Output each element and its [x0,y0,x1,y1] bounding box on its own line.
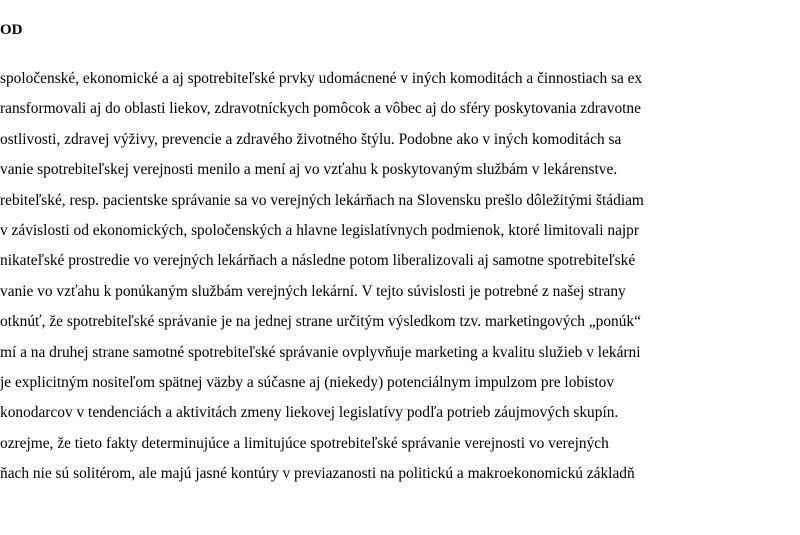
section-heading: OD [0,22,23,38]
text-line: konodarcov v tendenciách a aktivitách zmeny liekovej legislatívy podľa potrieb záujmových skupín. [0,404,619,422]
text-line: je explicitným nositeľom spätnej väzby a súčasne aj (niekedy) potenciálnym impulzom pre lobistov [0,373,615,391]
text-line: vanie spotrebiteľskej verejnosti menilo a mení aj vo vzťahu k poskytovaným službám v lekárenstve. [0,161,618,179]
text-line: ňach nie sú solitérom, ale majú jasné kontúry v previazanosti na politickú a makroekonomickú základň [0,465,635,483]
text-line: spoločenské, ekonomické a aj spotrebiteľské prvky udomácnené v iných komoditách a činnostiach sa ex [0,70,643,87]
text-line: ransformovali aj do oblasti liekov, zdravotníckych pomôcok a vôbec aj do sféry poskytovania zdravotne [0,100,641,118]
body-text [0,64,800,489]
text-line: nikateľské prostredie vo verejných lekárňach a následne potom liberalizovali aj samotne spotrebiteľské [0,252,636,270]
text-line: rebiteľské, resp. pacientske správanie sa vo verejných lekárňach na Slovensku prešlo dôležitými štádiam [0,191,644,209]
text-line: otknúť, že spotrebiteľské správanie je na jednej strane určitým výsledkom tzv. marketingových „ponúk“ [0,313,641,331]
text-line: v závislosti od ekonomických, spoločenských a hlavne legislatívnych podmienok, ktoré limitovali najpr [0,221,640,239]
text-line: vanie vo vzťahu k ponúkaným službám verejných lekární. V tejto súvislosti je potrebné z našej strany [0,282,626,300]
text-line: ozrejme, že tieto fakty determinujúce a limitujúce spotrebiteľské správanie verejnosti vo verejných [0,434,609,452]
text-line: ostlivosti, zdravej výživy, prevencie a zdravého životného štýlu. Podobne ako v iných komoditách sa [0,130,622,148]
text-line: mí a na druhej strane samotné spotrebiteľské správanie ovplyvňuje marketing a kvalitu služieb v lekárni [0,343,641,361]
